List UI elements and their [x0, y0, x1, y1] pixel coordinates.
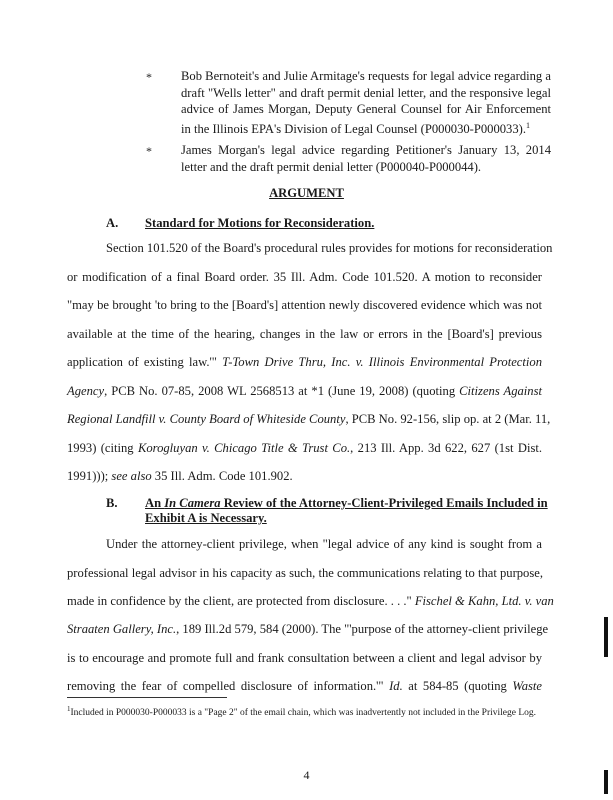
- bullet-item: Bob Bernoteit's and Julie Armitage's requests for legal advice regarding a draft "Wells letter" and draft permit denial letter, and the responsive legal advice of James Morgan, Deputy General Counsel for Air Enforcement in the Illinois EPA's Division of Legal Counsel (P000030-P000033).$^1$: [181, 69, 551, 136]
- bullet-marker: *: [146, 70, 152, 84]
- para1-line: 1991))); see also 35 Ill. Adm. Code 101.902.: [67, 469, 293, 483]
- scan-mark: [604, 617, 608, 657]
- footnote: $^1$Included in P000030-P000033 is a "Page 2" of the email chain, which was inadvertently not included in the Privilege Log.: [67, 705, 537, 719]
- scan-mark: [604, 770, 608, 794]
- footnote-rule: [67, 697, 227, 698]
- section-a-title: Standard for Motions for Reconsideration.: [145, 216, 375, 230]
- page-number: 4: [303, 768, 310, 782]
- para2-line: Under the attorney-client privilege, when "legal advice of any kind is sought from a: [106, 537, 542, 551]
- para2-line: professional legal advisor in his capacity as such, the communications relating to that purpose,: [67, 566, 543, 580]
- para1-line: Regional Landfill v. County Board of Whiteside County, PCB No. 92-156, slip op. at 2 (Mar. 11,: [67, 412, 551, 426]
- para2-line: removing the fear of compelled disclosure of information.'" Id. at 584-85 (quoting Waste: [67, 679, 543, 693]
- para1-line: 1993) (citing Korogluyan v. Chicago Title & Trust Co., 213 Ill. App. 3d 622, 627 (1st Dist.: [67, 441, 542, 455]
- para1-line: application of existing law.'" T-Town Drive Thru, Inc. v. Illinois Environmental Protection: [67, 355, 542, 369]
- para1-line: Agency, PCB No. 07-85, 2008 WL 2568513 at *1 (June 19, 2008) (quoting Citizens Against: [67, 384, 542, 398]
- footnote-ref: 1: [525, 120, 530, 130]
- bullet-marker: *: [146, 144, 152, 158]
- bullet-item: James Morgan's legal advice regarding Petitioner's January 13, 2014 letter and the draft permit denial letter (P000040-P000044).: [181, 143, 551, 174]
- para1-line: or modification of a final Board order. 35 Ill. Adm. Code 101.520. A motion to reconsider: [67, 270, 542, 284]
- para2-line: made in confidence by the client, are protected from disclosure. . . ." Fischel & Kahn, Ltd. v. van: [67, 594, 554, 608]
- section-b-title-line2: Exhibit A is Necessary.: [145, 511, 267, 525]
- argument-heading: ARGUMENT: [269, 186, 344, 200]
- para1-line: Section 101.520 of the Board's procedural rules provides for motions for reconsideration: [106, 241, 553, 255]
- section-b-title: An In Camera Review of the Attorney-Client-Privileged Emails Included in: [145, 496, 548, 510]
- para2-line: is to encourage and promote full and frank consultation between a client and legal advisor by: [67, 651, 542, 665]
- para1-line: "may be brought 'to bring to the [Board's] attention newly discovered evidence which was not: [67, 298, 542, 312]
- para2-line: Straaten Gallery, Inc., 189 Ill.2d 579, 584 (2000). The "'purpose of the attorney-client privilege: [67, 622, 549, 636]
- para1-line: available at the time of the hearing, changes in the law or errors in the [Board's] previous: [67, 327, 542, 341]
- section-b-number: B.: [106, 496, 118, 510]
- section-a-number: A.: [106, 216, 119, 230]
